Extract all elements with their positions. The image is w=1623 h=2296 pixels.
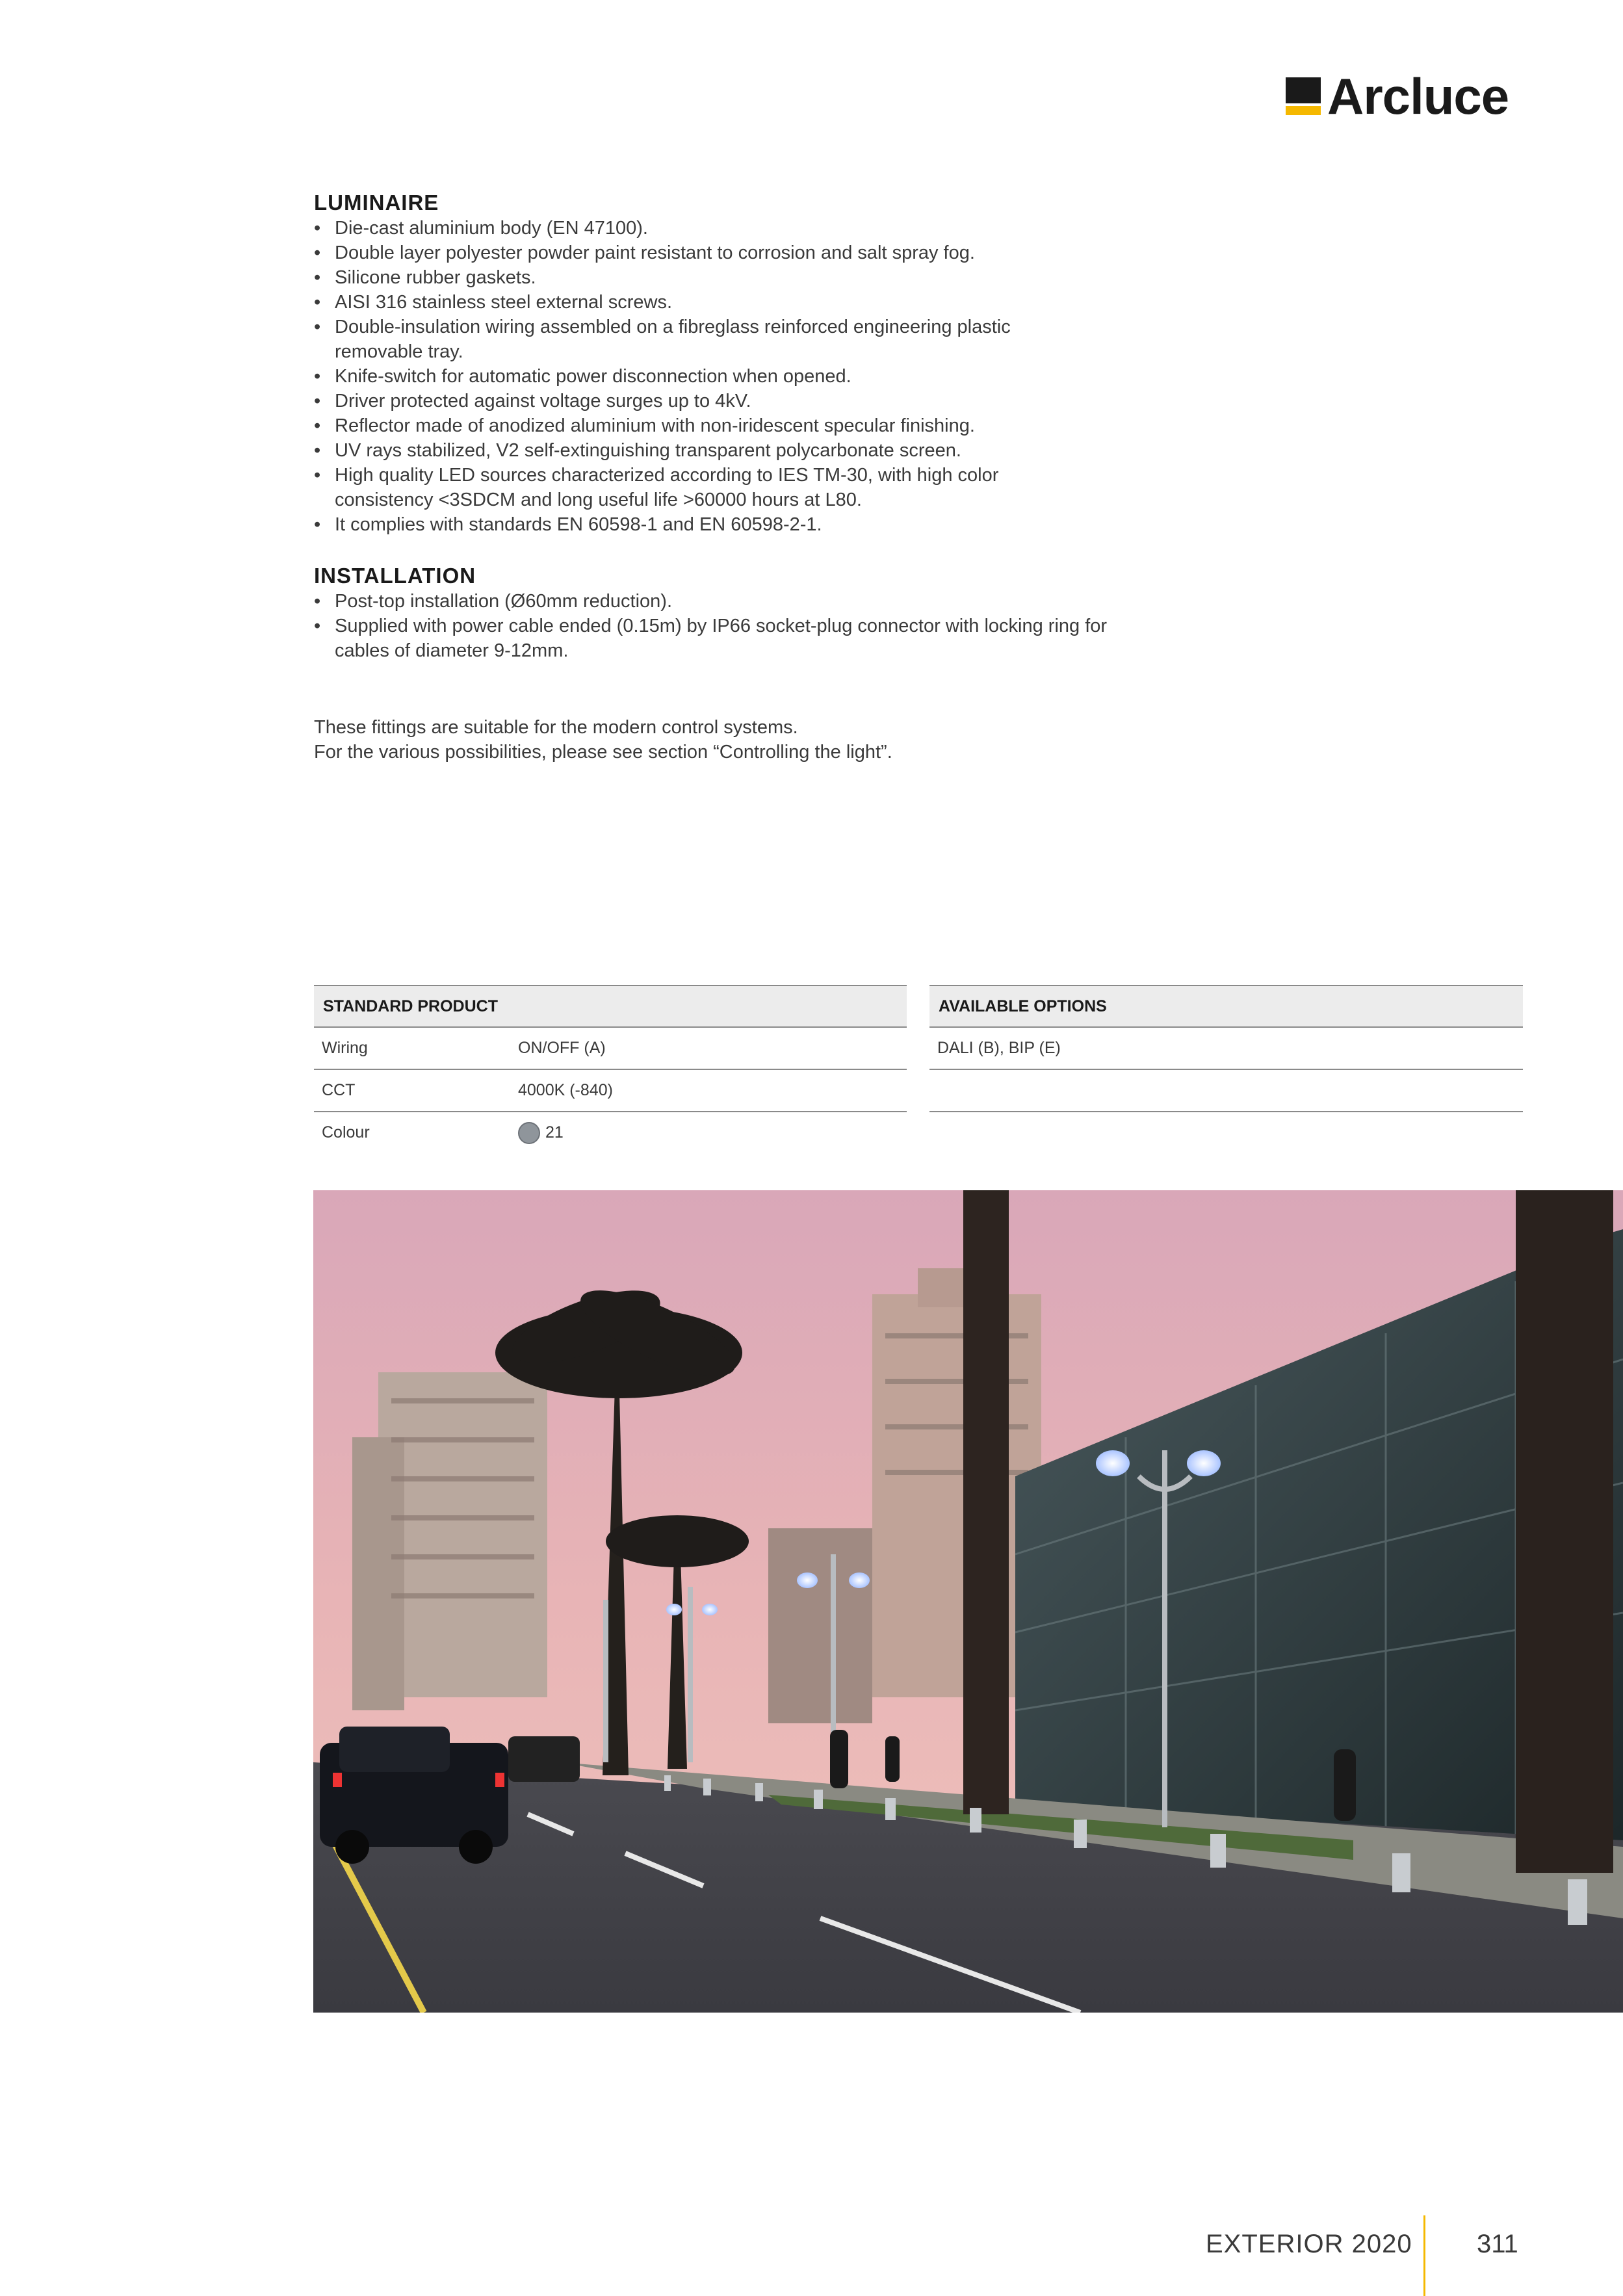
table-header: AVAILABLE OPTIONS xyxy=(929,986,1523,1028)
luminaire-title: LUMINAIRE xyxy=(314,190,439,215)
list-item: • Silicone rubber gaskets. xyxy=(314,265,1159,290)
list-item: • Driver protected against voltage surges up to 4kV. xyxy=(314,389,1159,413)
list-item: • AISI 316 stainless steel external screws. xyxy=(314,290,1159,315)
table-row xyxy=(314,1070,907,1112)
colour-swatch-icon xyxy=(518,1122,540,1144)
available-options-table xyxy=(929,985,1523,1112)
note-line: For the various possibilities, please see section “Controlling the light”. xyxy=(314,742,892,763)
row-label: Wiring xyxy=(322,1039,368,1057)
list-item: • Die-cast aluminium body (EN 47100). xyxy=(314,216,1159,241)
spec-text xyxy=(314,190,1159,764)
list-item: • High quality LED sources characterized according to IES TM-30, with high color consistency <3SDCM and long useful life >60000 hours at L80. xyxy=(314,463,1076,512)
list-item: • Knife-switch for automatic power disconnection when opened. xyxy=(314,364,1159,389)
table-row xyxy=(929,1070,1523,1112)
table-header: STANDARD PRODUCT xyxy=(314,986,907,1028)
note-line: These fittings are suitable for the modern control systems. xyxy=(314,717,798,738)
list-item: • Double-insulation wiring assembled on a fibreglass reinforced engineering plastic removable tray. xyxy=(314,315,1102,364)
brand-name: Arcluce xyxy=(1327,68,1509,125)
row-value: DALI (B), BIP (E) xyxy=(937,1039,1061,1057)
installation-list xyxy=(314,589,1159,663)
list-item: • Post-top installation (Ø60mm reduction). xyxy=(314,589,1159,614)
row-value: ON/OFF (A) xyxy=(518,1039,606,1057)
luminaire-list xyxy=(314,216,1159,537)
row-value: 4000K (-840) xyxy=(518,1081,613,1099)
list-item: • Double layer polyester powder paint resistant to corrosion and salt spray fog. xyxy=(314,241,1159,265)
brand-logo xyxy=(1286,68,1509,125)
installation-title: INSTALLATION xyxy=(314,564,476,588)
row-label: CCT xyxy=(322,1081,356,1099)
table-row xyxy=(314,1028,907,1070)
street-scene-photo xyxy=(313,1190,1623,2013)
page-number: 311 xyxy=(1477,2230,1518,2258)
standard-product-table xyxy=(314,985,907,1153)
logo-mark-icon xyxy=(1286,77,1321,115)
table-row xyxy=(929,1028,1523,1070)
list-item: • Reflector made of anodized aluminium with non-iridescent specular finishing. xyxy=(314,413,1159,438)
list-item: • Supplied with power cable ended (0.15m) by IP66 socket-plug connector with locking ring for cables of diameter 9-12mm. xyxy=(314,614,1141,663)
list-item: • UV rays stabilized, V2 self-extinguishing transparent polycarbonate screen. xyxy=(314,438,1159,463)
control-systems-note xyxy=(314,715,1159,764)
colour-code: 21 xyxy=(545,1123,564,1141)
footer-section-label: EXTERIOR 2020 xyxy=(1206,2230,1412,2258)
row-value-colour xyxy=(518,1122,564,1144)
footer-separator xyxy=(1423,2215,1425,2296)
list-item: • It complies with standards EN 60598-1 and EN 60598-2-1. xyxy=(314,512,1159,537)
row-label: Colour xyxy=(322,1123,370,1141)
table-row xyxy=(314,1112,907,1153)
